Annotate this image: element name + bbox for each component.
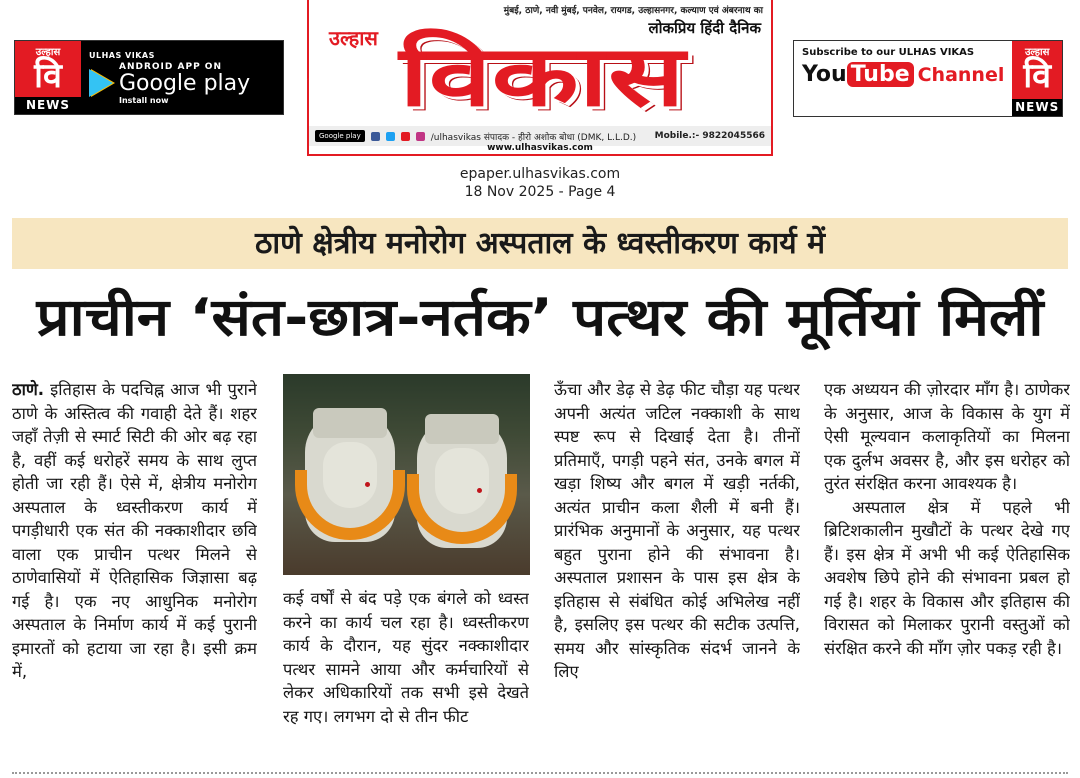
dateline: ठाणे. [12,380,45,399]
column-4-paragraph-1: एक अध्ययन की ज़ोरदार माँग है। ठाणेकर के अनुसार, आज के विकास के युग में ऐसी मूल्यवान कलाकृतियों का मिलना एक दुर्लभ अवसर है, और इस धरोहर को तुरंत संरक्षित करना आवश्यक है। [824,380,1070,493]
logo-big-text: वि [34,56,62,96]
article-column-1 [12,378,257,774]
subscribe-line: Subscribe to our ULHAS VIKAS [802,47,975,58]
article-column-4 [824,378,1070,774]
epaper-site[interactable]: epaper.ulhasvikas.com [459,166,621,182]
column-2-text: कई वर्षों से बंद पड़े एक बंगले को ध्वस्त करने का कार्य चल रहा है। ध्वस्तीकरण कार्य के दौरान, यह सुंदर नक्काशीदार पत्थर सामने आया और कर्मचारियों से लेकर अधिकारियों तक सभी इसे देखते रह गए। लगभग दो से तीन फीट [283,589,529,726]
article-headline: प्राचीन ‘संत-छात्र-नर्तक’ पत्थर की मूर्तियां मिलीं [36,288,1044,348]
logo-small-text: उल्हास [35,47,61,58]
twitter-icon[interactable] [386,132,395,141]
masthead-tagline: लोकप्रिय हिंदी दैनिक [648,19,761,37]
android-line: ANDROID APP ON [119,61,222,72]
masthead-website[interactable]: www.ulhasvikas.com [487,143,593,153]
youtube-icon [802,62,1004,87]
column-3-text: ऊँचा और डेढ़ से डेढ़ फीट चौड़ा यह पत्थर अपनी अत्यंत जटिल नक्काशी के साथ स्पष्ट रूप से दिखाई देता है। तीनों प्रतिमाएँ, पगड़ी पहने संत, उनके बगल में खड़ा शिष्य और बगल में खड़ी नर्तकी, अत्यंत प्राचीन कला शैली में बनी हैं। प्रारंभिक अनुमानों के अनुसार, यह पत्थर बहुत पुराना होने की संभावना है। अस्पताल प्रशासन के पास इस क्षेत्र के इतिहास से संबंधित कोई अभिलेख नहीं है, इसलिए इस पत्थर की सटीक उत्पत्ति, समय और सांस्कृतिक संदर्भ जानने के लिए [554,380,800,681]
mobile-number: Mobile.:- 9822045566 [654,131,765,141]
masthead-title-small: उल्हास [329,26,378,50]
youtube-you: You [802,62,847,87]
ulhas-vikas-news-logo-right [1012,41,1062,116]
youtube-subscribe-ad[interactable] [793,40,1063,117]
facebook-icon[interactable] [371,132,380,141]
youtube-channel: Channel [917,63,1005,86]
store-badge[interactable]: Google play [315,130,365,142]
logo-news-text: NEWS [15,97,81,114]
article-column-3 [554,378,800,774]
youtube-icon[interactable] [401,132,410,141]
store-name: Google play [119,70,251,96]
ulhas-vikas-news-logo [15,41,81,114]
logo-small-text: उल्हास [1024,47,1050,58]
instagram-icon[interactable] [416,132,425,141]
ad-brand: ULHAS VIKAS [89,50,155,60]
masthead-cities: मुंबई, ठाणे, नवी मुंबई, पनवेल, रायगड, उल्हासनगर, कल्याण एवं अंबरनाथ का [503,6,763,16]
edition-date-page: 18 Nov 2025 - Page 4 [464,184,616,200]
article-kicker: ठाणे क्षेत्रीय मनोरोग अस्पताल के ध्वस्तीकरण कार्य में [12,218,1068,269]
article-column-2 [283,587,529,774]
editor-line: /ulhasvikas संपादक - हीरो अशोक बोधा (DMK, L.L.D.) [430,132,637,143]
youtube-tube: Tube [847,62,914,87]
column-4-paragraph-2: अस्पताल क्षेत्र में पहले भी ब्रिटिशकालीन मुखौटों के पत्थर देखे गए हैं। इस क्षेत्र में अभी भी कई ऐतिहासिक अवशेष छिपे होने की संभावना प्रबल हो गई है। शहर के विकास और इतिहास की विरासत को मिलाकर पुरानी वस्तुओं को संरक्षित करने की माँग ज़ोर पकड़ रही है। [824,497,1070,658]
column-1-text: इतिहास के पदचिह्न आज भी पुराने ठाणे के अस्तित्व की गवाही देते हैं। शहर जहाँ तेज़ी से स्मार्ट सिटी की ओर बढ़ रहा है, वहीं कई धरोहरें समय के साथ लुप्त होती जा रही हैं। ऐसे में, क्षेत्रीय मनोरोग अस्पताल के ध्वस्तीकरण कार्य में पगड़ीधारी एक संत की नक्काशीदार छवि वाला एक प्राचीन पत्थर मिलने से ठाणेवासियों में ऐतिहासिक जिज्ञासा बढ़ गई है। एक नए आधुनिक मनोरोग अस्पताल के निर्माण कार्य में कई पुरानी इमारतों को हटाया जा रहा है। इसी क्रम में, [12,380,257,681]
masthead-title: विकास [399,27,685,125]
masthead [307,0,773,156]
article-photo-stone-idols [283,374,530,575]
page-bottom-divider [12,772,1068,774]
logo-big-text: वि [1023,56,1052,96]
install-now: Install now [119,95,169,105]
google-play-icon [89,69,113,97]
logo-news-text: NEWS [1012,99,1062,116]
